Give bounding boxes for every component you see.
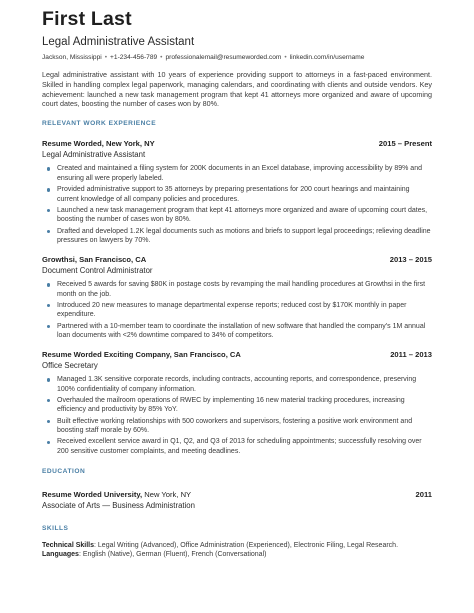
education-location: New York, NY (142, 489, 192, 499)
job-bullet: Introduced 20 new measures to manage departmental expense reports; reduced cost by $170K monthly in paper expenditure. (42, 301, 432, 320)
summary-paragraph: Legal administrative assistant with 10 years of experience providing support to attorneys in a fast-paced environment. Skilled in handling complex legal paperwork, managing calendars, and coordinating with clients and outside vendors. Key achievement: launched a new task management program that kept 41 attorneys more organized and aware of upcoming court dates, boosting the number of cases won by 80%. (42, 70, 432, 109)
job-dates: 2015 – Present (378, 139, 432, 149)
job-header (42, 138, 432, 149)
candidate-role: Legal Administrative Assistant (42, 36, 195, 48)
job-company: Resume Worded Exciting Company, San Francisco, CA (42, 349, 241, 359)
skills-languages (42, 550, 432, 560)
job-bullet: Launched a new task management program that kept 41 attorneys more organized and aware of upcoming court dates, boosting the number of cases won by 80%. (42, 206, 432, 225)
skills-languages-label: Languages (42, 551, 79, 559)
contact-separator: • (284, 54, 287, 61)
job-position: Document Control Administrator (42, 265, 153, 275)
job-bullet: Drafted and developed 1.2K legal documents such as motions and briefs to support legal proceedings; relieving deadline pressures on lawyers by 70%. (42, 227, 432, 246)
education-school-line (42, 487, 191, 500)
education-degree: Associate of Arts — Business Administration (42, 500, 195, 510)
job-entry (42, 349, 432, 457)
job-bullet: Created and maintained a filing system for 200K documents in an Excel database, improving accessibility by 89% and ensuring all were properly labeled. (42, 164, 432, 183)
candidate-name: First Last (42, 8, 132, 30)
job-company: Resume Worded, New York, NY (42, 139, 155, 149)
section-title-education: EDUCATION (42, 467, 86, 475)
skills-technical-value: : Legal Writing (Advanced), Office Administration (Experienced), Electronic Filing, Legal Research. (94, 541, 399, 549)
section-title-experience: RELEVANT WORK EXPERIENCE (42, 120, 157, 128)
contact-email[interactable]: professionalemail@resumeworded.com (165, 54, 282, 61)
skills-technical-label: Technical Skills (42, 541, 95, 549)
section-title-skills: SKILLS (42, 524, 69, 532)
job-bullet: Managed 1.3K sensitive corporate records, including contracts, accounting reports, and correspondence, preserving 100% confidentiality of company information. (42, 375, 432, 394)
contact-phone: +1-234-456-789 (110, 54, 158, 61)
job-header (42, 349, 432, 360)
job-dates: 2011 – 2013 (390, 349, 432, 359)
job-bullet: Built effective working relationships with 500 coworkers and supervisors, fostering a positive work environment and boosting staff morale by 60%. (42, 417, 432, 436)
job-position: Legal Administrative Assistant (42, 150, 146, 160)
job-company: Growthsi, San Francisco, CA (42, 254, 147, 264)
skills-technical (42, 541, 432, 551)
job-header (42, 254, 432, 265)
job-bullets (42, 280, 432, 341)
job-entry (42, 138, 432, 246)
job-bullets (42, 164, 432, 246)
job-bullet: Overhauled the mailroom operations of RWEC by implementing 16 new material tracking procedures, increasing efficiency and productivity by 85% YoY. (42, 396, 432, 415)
education-entry (42, 487, 432, 511)
education-school: Resume Worded University, (42, 489, 143, 499)
education-header (42, 487, 432, 500)
job-dates: 2013 – 2015 (389, 254, 432, 264)
education-year: 2011 (415, 489, 432, 499)
contact-line (42, 53, 432, 62)
job-position: Office Secretary (42, 360, 98, 370)
contact-separator: • (160, 54, 163, 61)
job-bullet: Provided administrative support to 35 attorneys by preparing presentations for 200 court hearings and maintaining current knowledge of all company policies and procedures. (42, 185, 432, 204)
skills-block (42, 541, 432, 560)
job-bullet: Partnered with a 10-member team to coordinate the installation of new software that handled the company's 1M annual loan documents with <2% downtime compared to 34% of competitors. (42, 322, 432, 341)
job-bullet: Received 5 awards for saving $80K in postage costs by revamping the mail handling procedures at Growthsi in the first month on the job. (42, 280, 432, 299)
job-bullets (42, 375, 432, 457)
contact-location: Jackson, Mississippi (42, 54, 102, 61)
job-bullet: Received excellent service award in Q1, Q2, and Q3 of 2013 for scheduling appointments; successfully resolving over 200 sensitive customer complaints, and meeting deadlines. (42, 437, 432, 456)
contact-linkedin[interactable]: linkedin.com/in/username (289, 54, 365, 61)
job-entry (42, 254, 432, 341)
skills-languages-value: : English (Native), German (Fluent), French (Conversational) (78, 551, 267, 559)
contact-separator: • (104, 54, 108, 61)
